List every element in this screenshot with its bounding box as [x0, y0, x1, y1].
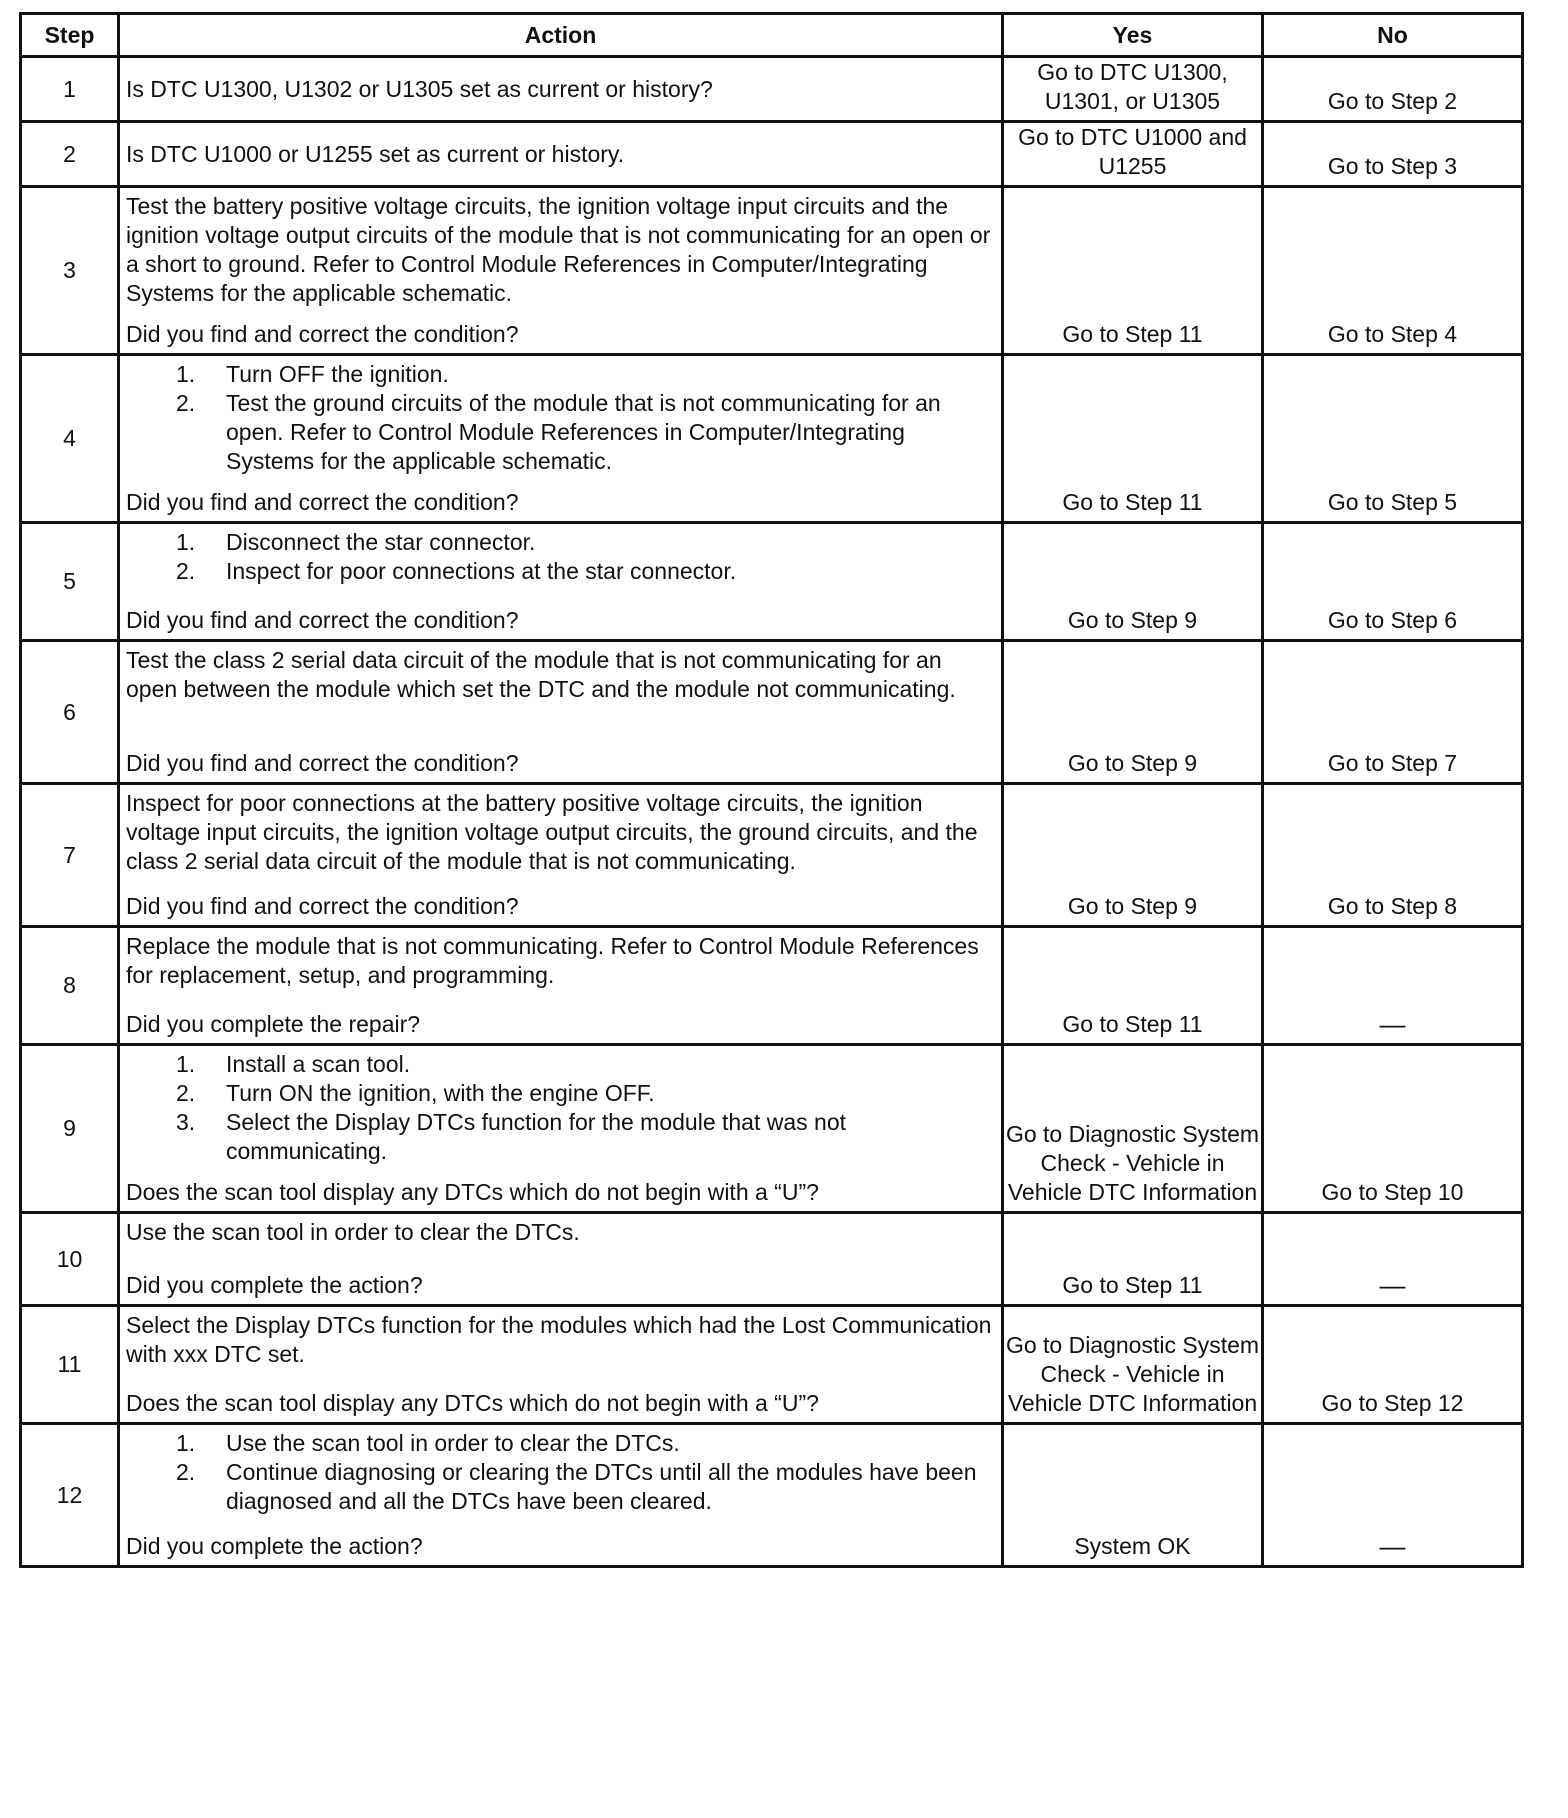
instruction-number: 2.: [176, 558, 196, 584]
yes-result: Go to Step 9: [1003, 523, 1263, 641]
table-row: [21, 187, 1523, 355]
instruction-list: [126, 360, 995, 476]
instruction-list: [126, 1050, 995, 1166]
instruction-text: Install a scan tool.: [226, 1051, 411, 1077]
yes-result: Go to Step 11: [1003, 927, 1263, 1045]
header-action: Action: [119, 14, 1003, 57]
no-result: Go to Step 2: [1263, 57, 1523, 122]
action-cell: [119, 784, 1003, 927]
no-result: —: [1263, 927, 1523, 1045]
instruction-text: Use the scan tool in order to clear the DTCs.: [226, 1430, 680, 1456]
no-result: Go to Step 4: [1263, 187, 1523, 355]
table-row: [21, 1213, 1523, 1306]
instruction-item: [126, 1429, 995, 1458]
yes-result: Go to DTC U1000 and U1255: [1003, 122, 1263, 187]
yes-result: Go to DTC U1300, U1301, or U1305: [1003, 57, 1263, 122]
table-row: [21, 57, 1523, 122]
instruction-item: [126, 1458, 995, 1516]
no-result: Go to Step 12: [1263, 1306, 1523, 1424]
table-row: [21, 641, 1523, 784]
table-header-row: [21, 14, 1523, 57]
action-text: Inspect for poor connections at the battery positive voltage circuits, the ignition voltage input circuits, the ignition voltage output circuits, the ground circuits, and the class 2 serial data circuit of the module that is not communicating.: [126, 790, 978, 874]
table-row: [21, 1306, 1523, 1424]
instruction-item: [126, 389, 995, 476]
yes-result: Go to Step 11: [1003, 355, 1263, 523]
action-cell: [119, 523, 1003, 641]
action-cell: [119, 927, 1003, 1045]
instruction-number: 2.: [176, 1080, 196, 1106]
action-question: Does the scan tool display any DTCs which do not begin with a “U”?: [126, 1179, 819, 1205]
header-no: No: [1263, 14, 1523, 57]
action-text: Is DTC U1000 or U1255 set as current or history.: [126, 140, 625, 167]
diagnostic-table: [19, 12, 1524, 1568]
step-number: 5: [21, 523, 119, 641]
table-row: [21, 122, 1523, 187]
instruction-number: 1.: [176, 1430, 196, 1456]
table-row: [21, 784, 1523, 927]
step-number: 11: [21, 1306, 119, 1424]
instruction-item: [126, 1079, 995, 1108]
no-result: Go to Step 3: [1263, 122, 1523, 187]
action-cell: [119, 57, 1003, 122]
instruction-text: Test the ground circuits of the module that is not communicating for an open. Refer to Control Module References in Computer/Integrating Systems for the applicable schematic.: [226, 390, 941, 474]
action-text: Is DTC U1300, U1302 or U1305 set as current or history?: [126, 75, 713, 102]
instruction-text: Turn OFF the ignition.: [226, 361, 449, 387]
table-row: [21, 523, 1523, 641]
action-question: Did you complete the action?: [126, 1272, 423, 1298]
no-result: Go to Step 6: [1263, 523, 1523, 641]
table-row: [21, 1045, 1523, 1213]
no-result: Go to Step 7: [1263, 641, 1523, 784]
no-result: —: [1263, 1213, 1523, 1306]
no-result: Go to Step 8: [1263, 784, 1523, 927]
action-cell: [119, 641, 1003, 784]
instruction-text: Turn ON the ignition, with the engine OFF.: [226, 1080, 655, 1106]
action-question: Did you find and correct the condition?: [126, 321, 519, 347]
instruction-item: [126, 360, 995, 389]
step-number: 10: [21, 1213, 119, 1306]
table-row: [21, 355, 1523, 523]
action-question: Did you complete the action?: [126, 1533, 423, 1559]
action-cell: [119, 1213, 1003, 1306]
action-cell: [119, 355, 1003, 523]
yes-result: Go to Step 9: [1003, 641, 1263, 784]
instruction-item: [126, 1108, 995, 1166]
yes-result: Go to Step 9: [1003, 784, 1263, 927]
instruction-number: 2.: [176, 390, 196, 416]
action-question: Did you complete the repair?: [126, 1011, 421, 1037]
action-text: Replace the module that is not communicating. Refer to Control Module References for replacement, setup, and programming.: [126, 933, 979, 988]
instruction-number: 1.: [176, 529, 196, 555]
action-cell: [119, 122, 1003, 187]
no-result: Go to Step 10: [1263, 1045, 1523, 1213]
step-number: 12: [21, 1424, 119, 1567]
instruction-text: Inspect for poor connections at the star connector.: [226, 558, 737, 584]
table-row: [21, 1424, 1523, 1567]
step-number: 4: [21, 355, 119, 523]
action-cell: [119, 1045, 1003, 1213]
yes-result: Go to Diagnostic System Check - Vehicle in Vehicle DTC Information: [1003, 1045, 1263, 1213]
instruction-number: 3.: [176, 1109, 196, 1135]
step-number: 1: [21, 57, 119, 122]
no-result: —: [1263, 1424, 1523, 1567]
instruction-item: [126, 557, 995, 586]
action-text: Select the Display DTCs function for the modules which had the Lost Communication with xxx DTC set.: [126, 1312, 992, 1367]
step-number: 6: [21, 641, 119, 784]
action-text: Use the scan tool in order to clear the DTCs.: [126, 1219, 580, 1245]
action-question: Did you find and correct the condition?: [126, 893, 519, 919]
step-number: 2: [21, 122, 119, 187]
header-step: Step: [21, 14, 119, 57]
action-text: Test the battery positive voltage circuits, the ignition voltage input circuits and the ignition voltage output circuits of the module that is not communicating for an open or a short to ground. Refer to Control Module References in Computer/Integrating Systems for the applicable schematic.: [126, 193, 991, 306]
action-text: Test the class 2 serial data circuit of the module that is not communicating for an open between the module which set the DTC and the module not communicating.: [126, 647, 956, 702]
instruction-text: Disconnect the star connector.: [226, 529, 536, 555]
action-question: Did you find and correct the condition?: [126, 489, 519, 515]
no-result: Go to Step 5: [1263, 355, 1523, 523]
table-row: [21, 927, 1523, 1045]
table-body: [21, 57, 1523, 1567]
instruction-item: [126, 1050, 995, 1079]
step-number: 7: [21, 784, 119, 927]
action-question: Did you find and correct the condition?: [126, 750, 519, 776]
instruction-text: Continue diagnosing or clearing the DTCs until all the modules have been diagnosed and all the DTCs have been cleared.: [226, 1459, 977, 1514]
action-cell: [119, 1306, 1003, 1424]
header-yes: Yes: [1003, 14, 1263, 57]
instruction-list: [126, 528, 995, 586]
instruction-number: 2.: [176, 1459, 196, 1485]
yes-result: System OK: [1003, 1424, 1263, 1567]
step-number: 9: [21, 1045, 119, 1213]
action-question: Did you find and correct the condition?: [126, 607, 519, 633]
instruction-list: [126, 1429, 995, 1516]
instruction-text: Select the Display DTCs function for the module that was not communicating.: [226, 1109, 847, 1164]
instruction-number: 1.: [176, 361, 196, 387]
yes-result: Go to Step 11: [1003, 187, 1263, 355]
yes-result: Go to Step 11: [1003, 1213, 1263, 1306]
action-cell: [119, 187, 1003, 355]
yes-result: Go to Diagnostic System Check - Vehicle in Vehicle DTC Information: [1003, 1306, 1263, 1424]
action-cell: [119, 1424, 1003, 1567]
instruction-number: 1.: [176, 1051, 196, 1077]
step-number: 8: [21, 927, 119, 1045]
action-question: Does the scan tool display any DTCs which do not begin with a “U”?: [126, 1390, 819, 1416]
step-number: 3: [21, 187, 119, 355]
instruction-item: [126, 528, 995, 557]
